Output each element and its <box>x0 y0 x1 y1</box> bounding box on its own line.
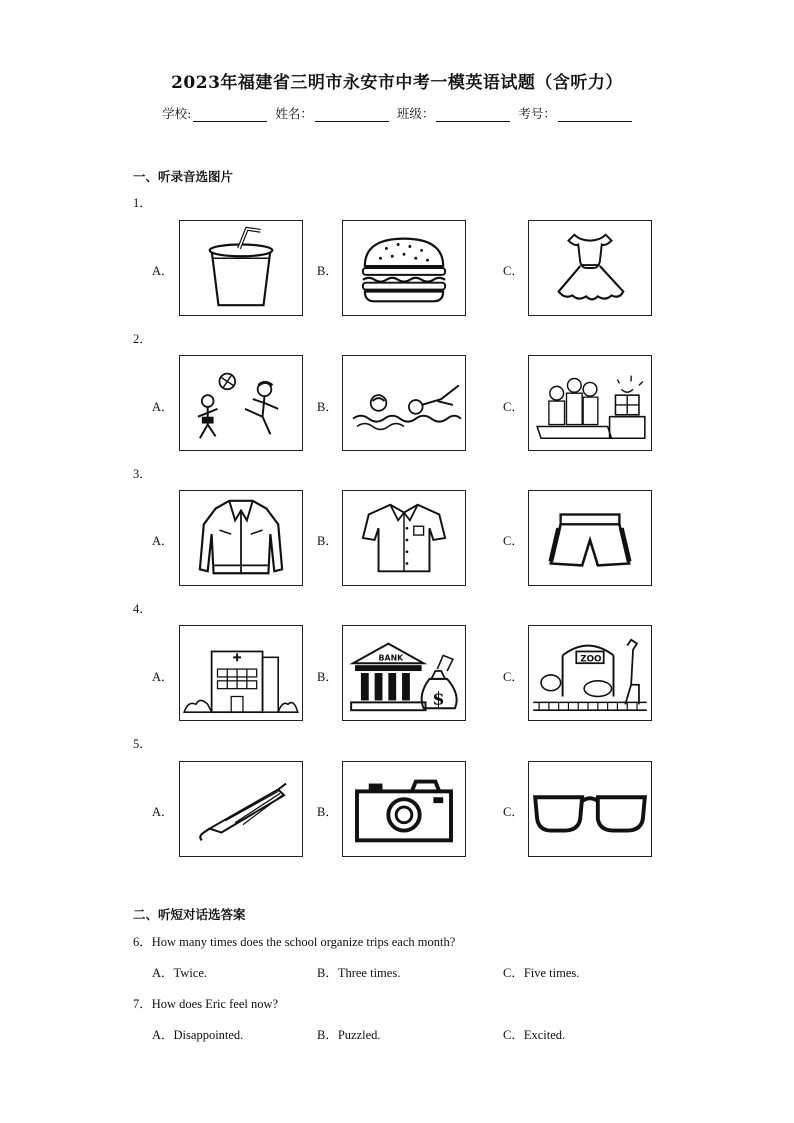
drink-cup-icon[interactable] <box>179 220 303 316</box>
hospital-icon[interactable] <box>179 625 303 721</box>
zoo-icon[interactable] <box>528 625 652 721</box>
shirt-icon[interactable] <box>342 490 466 586</box>
question-4-number: 4． <box>133 602 152 616</box>
question-3-number: 3． <box>133 467 152 481</box>
q5-option-a-label: A． <box>152 805 174 819</box>
question-5-number: 5． <box>133 737 152 751</box>
swimming-icon[interactable] <box>342 355 466 451</box>
question-7-text: 7．How does Eric feel now? <box>133 997 279 1011</box>
exam-number-blank <box>558 109 632 122</box>
q2-option-a-label: A． <box>152 400 174 414</box>
question-2-number: 2． <box>133 332 152 346</box>
q2-option-c-label: C． <box>503 400 524 414</box>
class-blank <box>436 109 510 122</box>
q6-option-c[interactable]: C．Five times. <box>503 966 580 980</box>
section2-heading: 二、听短对话选答案 <box>133 907 246 922</box>
exam-number-label: 考号： <box>518 106 556 121</box>
exam-title: 2023年福建省三明市永安市中考一模英语试题（含听力） <box>171 73 623 93</box>
camera-icon[interactable] <box>342 761 466 857</box>
bank-icon[interactable] <box>342 625 466 721</box>
bank-sign-text: BANK <box>378 653 404 663</box>
umbrella-icon[interactable] <box>179 761 303 857</box>
playing-football-icon[interactable] <box>179 355 303 451</box>
jacket-icon[interactable] <box>179 490 303 586</box>
q7-option-b[interactable]: B．Puzzled. <box>317 1028 381 1042</box>
school-blank <box>193 109 267 122</box>
q2-option-b-label: B． <box>317 400 338 414</box>
q5-option-b-label: B． <box>317 805 338 819</box>
shorts-icon[interactable] <box>528 490 652 586</box>
q6-option-a[interactable]: A．Twice. <box>152 966 208 980</box>
dress-icon[interactable] <box>528 220 652 316</box>
q3-option-b-label: B． <box>317 534 338 548</box>
q4-option-c-label: C． <box>503 670 524 684</box>
glasses-icon[interactable] <box>528 761 652 857</box>
hamburger-icon[interactable] <box>342 220 466 316</box>
school-label: 学校: <box>162 106 192 121</box>
question-6-text: 6．How many times does the school organize trips each month? <box>133 935 456 949</box>
birthday-party-icon[interactable] <box>528 355 652 451</box>
zoo-sign-text: ZOO <box>580 654 602 665</box>
q4-option-a-label: A． <box>152 670 174 684</box>
student-info-line <box>0 104 794 122</box>
q7-option-c[interactable]: C．Excited. <box>503 1028 566 1042</box>
name-blank <box>315 109 389 122</box>
q1-option-c-label: C． <box>503 264 524 278</box>
question-1-number: 1． <box>133 196 152 210</box>
q3-option-c-label: C． <box>503 534 524 548</box>
q7-option-a[interactable]: A．Disappointed. <box>152 1028 244 1042</box>
money-sign-text: $ <box>432 688 445 710</box>
q6-option-b[interactable]: B．Three times. <box>317 966 401 980</box>
name-label: 姓名： <box>275 106 313 121</box>
q5-option-c-label: C． <box>503 805 524 819</box>
q1-option-a-label: A． <box>152 264 174 278</box>
q3-option-a-label: A． <box>152 534 174 548</box>
class-label: 班级： <box>396 106 435 121</box>
section1-heading: 一、听录音选图片 <box>133 169 234 184</box>
q1-option-b-label: B． <box>317 264 338 278</box>
q4-option-b-label: B． <box>317 670 338 684</box>
